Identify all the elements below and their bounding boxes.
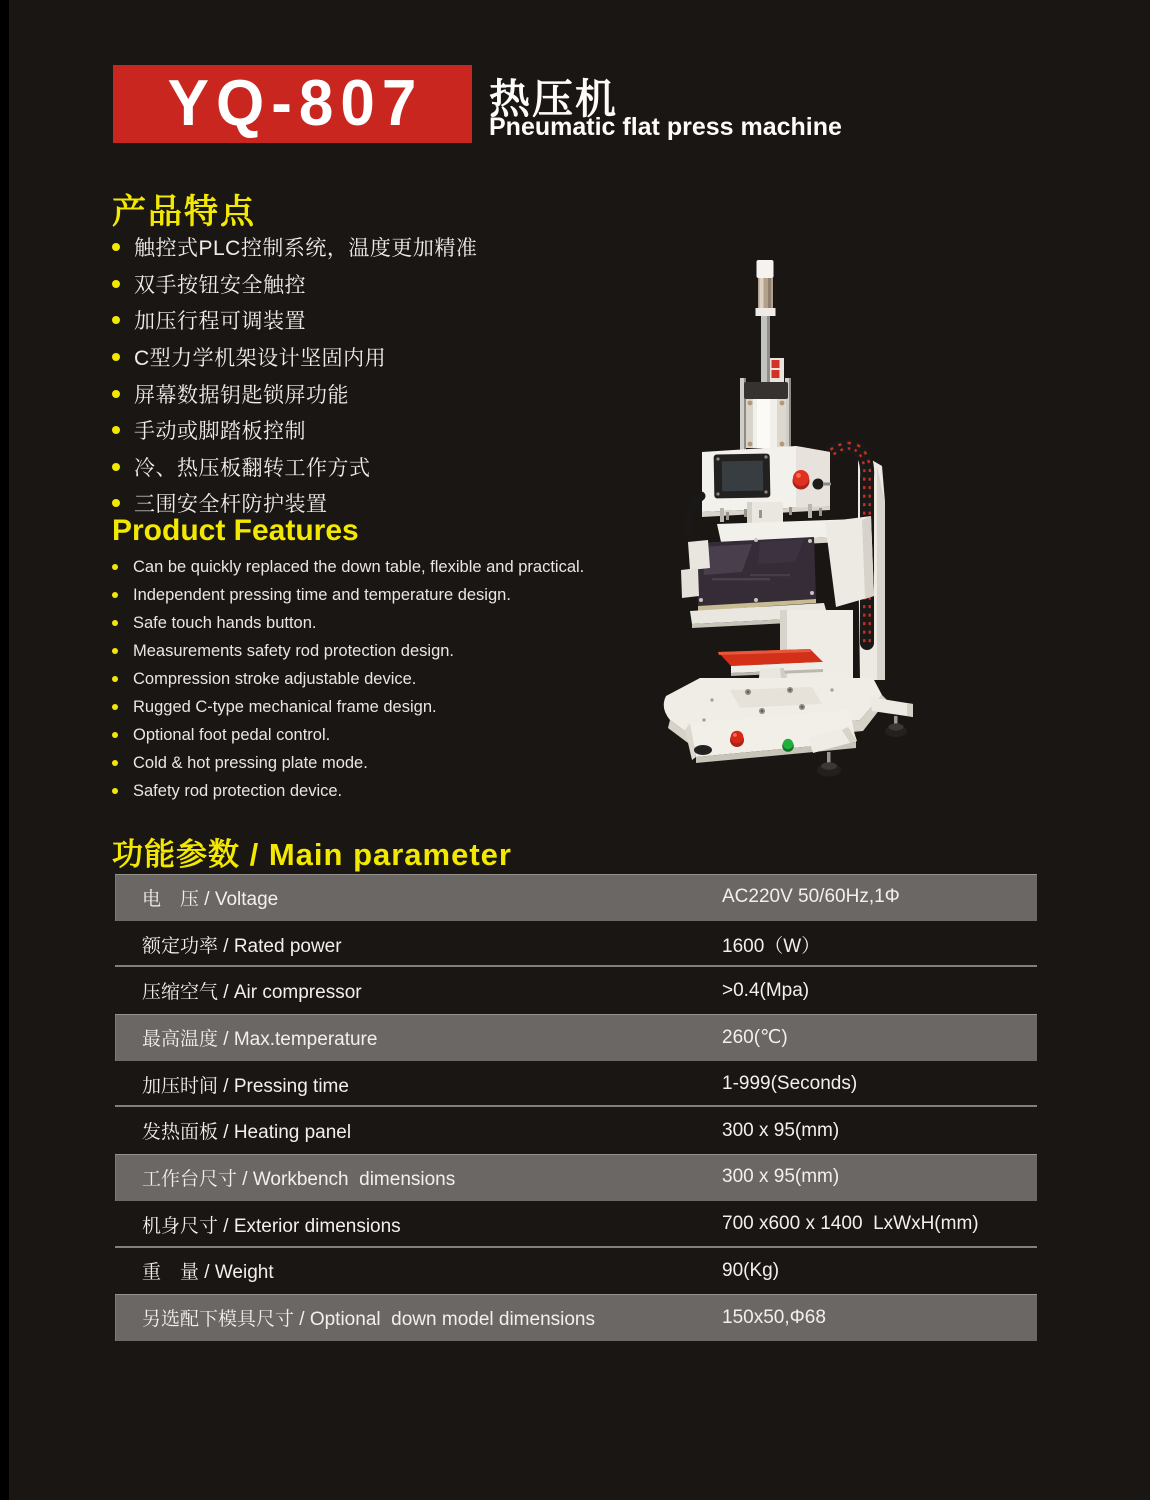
parameter-value: 300 x 95(mm)	[722, 1166, 840, 1188]
feature-text-cn: 触控式PLC控制系统，温度更加精准	[134, 237, 478, 261]
product-title-cn: 热压机	[489, 76, 618, 122]
parameter-label: 最高温度 / Max.temperature	[142, 1028, 378, 1050]
feature-item-cn	[112, 339, 612, 376]
feature-item-en	[112, 777, 672, 805]
feature-item-cn	[112, 449, 612, 486]
bullet-dot-icon	[112, 732, 118, 738]
parameter-row	[115, 1014, 1037, 1061]
parameter-label: 工作台尺寸 / Workbench dimensions	[142, 1168, 456, 1190]
parameter-value: >0.4(Mpa)	[722, 979, 810, 1001]
bullet-dot-icon	[112, 353, 120, 361]
parameter-label: 发热面板 / Heating panel	[142, 1122, 352, 1144]
product-photo-press-machine	[600, 240, 950, 820]
bullet-dot-icon	[112, 426, 120, 434]
parameter-row	[115, 1248, 1037, 1295]
feature-item-en	[112, 637, 672, 665]
parameter-value: 300 x 95(mm)	[722, 1119, 840, 1141]
feature-text-en: Rugged C-type mechanical frame design.	[133, 697, 437, 716]
parameter-label: 机身尺寸 / Exterior dimensions	[142, 1215, 401, 1237]
parameter-label: 另选配下模具尺寸 / Optional down model dimensions	[142, 1309, 595, 1331]
page-left-black-edge	[0, 0, 9, 1500]
feature-text-en: Safety rod protection device.	[133, 781, 343, 800]
feature-item-cn	[112, 229, 612, 266]
parameter-label: 额定功率 / Rated power	[142, 935, 342, 957]
feature-text-en: Compression stroke adjustable device.	[133, 669, 417, 688]
bullet-dot-icon	[112, 280, 120, 288]
bullet-dot-icon	[112, 676, 118, 682]
feature-text-cn: 双手按钮安全触控	[134, 273, 306, 297]
parameter-value: 700 x600 x 1400 LxWxH(mm)	[722, 1213, 979, 1235]
feature-text-en: Measurements safety rod protection design.	[133, 641, 455, 660]
features-heading-en: Product Features	[112, 514, 359, 547]
parameter-label: 重 量 / Weight	[142, 1262, 274, 1284]
feature-item-en	[112, 609, 672, 637]
parameter-row	[115, 1294, 1037, 1341]
parameter-row	[115, 921, 1037, 968]
bullet-dot-icon	[112, 788, 118, 794]
parameter-row	[115, 967, 1037, 1014]
feature-item-en	[112, 693, 672, 721]
bullet-dot-icon	[112, 243, 120, 251]
parameter-row	[115, 1061, 1037, 1108]
model-badge	[113, 65, 472, 143]
feature-item-cn	[112, 412, 612, 449]
bullet-dot-icon	[112, 316, 120, 324]
bullet-dot-icon	[112, 620, 118, 626]
parameters-table	[115, 874, 1037, 1341]
parameter-label: 加压时间 / Pressing time	[142, 1075, 349, 1097]
feature-item-cn	[112, 375, 612, 412]
parameters-heading: 功能参数 / Main parameter	[112, 837, 512, 872]
parameter-value: 90(Kg)	[722, 1259, 780, 1281]
feature-item-en	[112, 749, 672, 777]
product-title-en: Pneumatic flat press machine	[489, 113, 842, 141]
parameter-label: 压缩空气 / Air compressor	[142, 982, 362, 1004]
bullet-dot-icon	[112, 592, 118, 598]
feature-text-en: Optional foot pedal control.	[133, 725, 331, 744]
parameter-row	[115, 1107, 1037, 1154]
feature-item-cn	[112, 266, 612, 303]
feature-text-cn: 屏幕数据钥匙锁屏功能	[134, 383, 349, 407]
parameter-label: 电 压 / Voltage	[142, 888, 279, 910]
feature-text-en: Safe touch hands button.	[133, 613, 317, 632]
parameter-value: AC220V 50/60Hz,1Φ	[722, 886, 900, 908]
feature-item-en	[112, 721, 672, 749]
feature-text-cn: 三围安全杆防护装置	[134, 493, 328, 517]
feature-text-cn: 手动或脚踏板控制	[134, 420, 306, 444]
feature-text-en: Independent pressing time and temperature design.	[133, 585, 511, 604]
parameter-row	[115, 874, 1037, 921]
parameter-value: 1600（W）	[722, 935, 821, 957]
feature-text-cn: 冷、热压板翻转工作方式	[134, 456, 371, 480]
feature-item-cn	[112, 302, 612, 339]
parameter-value: 1-999(Seconds)	[722, 1073, 858, 1095]
model-number: YQ-807	[167, 67, 424, 140]
parameter-value: 260(℃)	[722, 1026, 788, 1048]
features-list-en	[112, 553, 672, 805]
bullet-dot-icon	[112, 499, 120, 507]
bullet-dot-icon	[112, 390, 120, 398]
feature-text-en: Cold & hot pressing plate mode.	[133, 753, 368, 772]
features-heading-cn: 产品特点	[112, 193, 256, 231]
parameter-value: 150x50,Φ68	[722, 1306, 826, 1328]
features-list-cn	[112, 229, 612, 522]
feature-text-en: Can be quickly replaced the down table, flexible and practical.	[133, 557, 585, 576]
bullet-dot-icon	[112, 648, 118, 654]
parameter-row	[115, 1201, 1037, 1248]
parameter-row	[115, 1154, 1037, 1201]
feature-text-cn: 加压行程可调装置	[134, 310, 306, 334]
bullet-dot-icon	[112, 760, 118, 766]
feature-item-en	[112, 665, 672, 693]
feature-item-en	[112, 553, 672, 581]
feature-text-cn: C型力学机架设计坚固内用	[134, 347, 387, 371]
bullet-dot-icon	[112, 463, 120, 471]
bullet-dot-icon	[112, 564, 118, 570]
feature-item-en	[112, 581, 672, 609]
bullet-dot-icon	[112, 704, 118, 710]
